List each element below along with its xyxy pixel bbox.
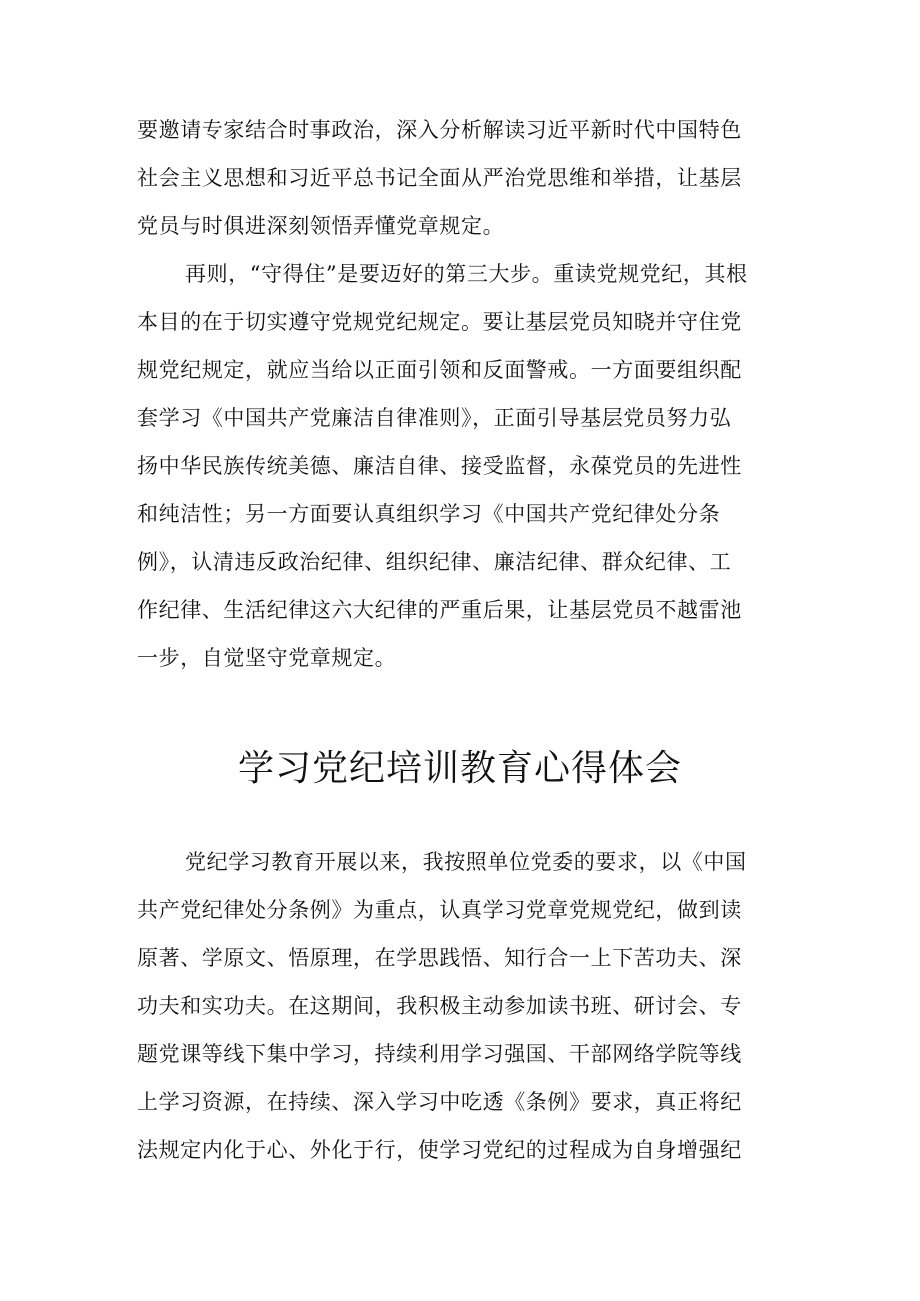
text-line: 党纪学习教育开展以来，我按照单位党委的要求，以《中国 (185, 850, 747, 874)
text-line: 规党纪规定，就应当给以正面引领和反面警戒。一方面要组织配 (137, 358, 742, 382)
text-line: 法规定内化于心、外化于行，使学习党纪的过程成为自身增强纪 (137, 1138, 742, 1162)
text-line: 要邀请专家结合时事政治，深入分析解读习近平新时代中国特色 (137, 118, 742, 142)
article-body-paragraph (137, 848, 797, 1178)
article-title: 学习党纪培训教育心得体会 (237, 748, 682, 789)
text-line: 社会主义思想和习近平总书记全面从严治党思维和举措，让基层 (137, 166, 742, 190)
text-line: 例》，认清违反政治纪律、组织纪律、廉洁纪律、群众纪律、工 (137, 550, 732, 574)
text-line: 作纪律、生活纪律这六大纪律的严重后果，让基层党员不越雷池 (137, 598, 742, 622)
text-line: 党员与时俱进深刻领悟弄懂党章规定。 (137, 214, 505, 238)
text-line: 功夫和实功夫。在这期间，我积极主动参加读书班、研讨会、专 (137, 994, 742, 1018)
text-line: 题党课等线下集中学习，持续利用学习强国、干部网络学院等线 (137, 1042, 742, 1066)
continuation-paragraph (137, 116, 797, 244)
text-line: 共产党纪律处分条例》为重点，认真学习党章党规党纪，做到读 (137, 898, 742, 922)
text-line: 上学习资源，在持续、深入学习中吃透《条例》要求，真正将纪 (137, 1090, 742, 1114)
third-step-paragraph (137, 260, 797, 680)
text-line: 本目的在于切实遵守党规党纪规定。要让基层党员知晓并守住党 (137, 310, 742, 334)
text-line: 原著、学原文、悟原理，在学思践悟、知行合一上下苦功夫、深 (137, 946, 742, 970)
text-line: 一步，自觉坚守党章规定。 (137, 646, 397, 670)
text-line: 套学习《中国共产党廉洁自律准则》，正面引导基层党员努力弘 (137, 406, 732, 430)
text-line: 扬中华民族传统美德、廉洁自律、接受监督，永葆党员的先进性 (137, 454, 742, 478)
text-line: 再则，“守得住”是要迈好的第三大步。重读党规党纪，其根 (185, 262, 748, 286)
text-line: 和纯洁性；另一方面要认真组织学习《中国共产党纪律处分条 (137, 502, 721, 526)
